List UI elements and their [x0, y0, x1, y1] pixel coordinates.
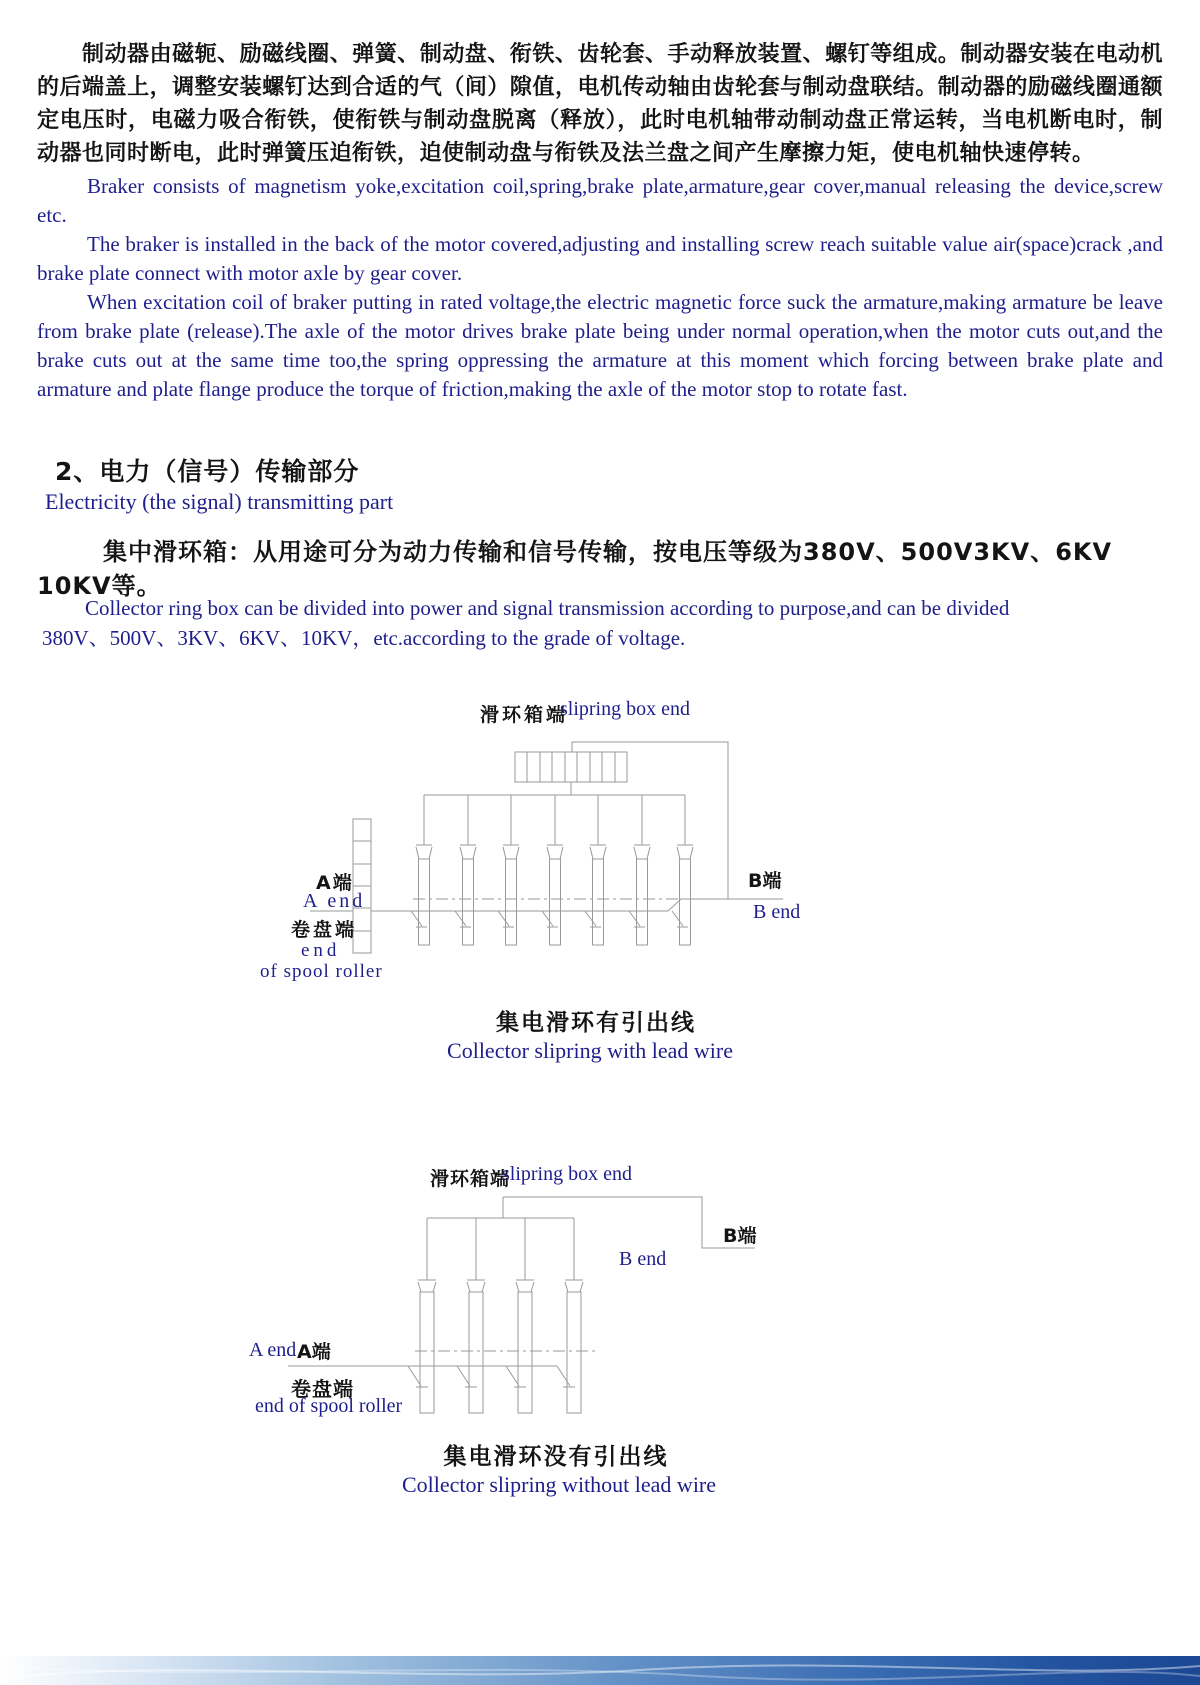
diagram2-b-end-label-zh: B端	[723, 1225, 757, 1247]
footer-decoration-bar	[0, 1656, 1200, 1685]
slipring-brushes	[416, 845, 693, 945]
diagram1-slipring-box-end-label-zh: 滑环箱端	[480, 704, 569, 726]
footer-wave-graphic	[0, 1656, 1200, 1685]
diagram1-b-end-label-en: B end	[753, 901, 801, 923]
diagram1-slipring-box-end-label-en: slipring box end	[560, 698, 690, 720]
diagram1-caption-en: Collector slipring with lead wire	[447, 1038, 733, 1063]
diagram2-spool-end-label-en: end of spool roller	[255, 1395, 403, 1417]
diagram2-slipring-box-end-label-zh: 滑环箱端	[430, 1168, 511, 1190]
collector-slipring-with-lead-wire-diagram	[260, 690, 810, 1000]
diagram1-a-end-label-zh: A端	[316, 872, 354, 894]
diagram1-caption-zh: 集电滑环有引出线	[496, 1010, 696, 1036]
section2-paragraph-zh-line1: 集中滑环箱：从用途可分为动力传输和信号传输，按电压等级为380V、500V3KV、6KV	[103, 538, 1113, 566]
diagram1-spool-end-label-en-line1: end	[301, 940, 341, 961]
diagram2-caption-zh: 集电滑环没有引出线	[443, 1444, 669, 1470]
diagram2-slipring-box-end-label-en: slipring box end	[502, 1163, 632, 1185]
intro-paragraph-en-2: The braker is installed in the back of the motor covered,adjusting and installing screw reach suitable value air(space)crack ,and brake plate connect with motor axle by gear cover.	[37, 232, 1163, 285]
diagram1-spool-end-label-zh: 卷盘端	[291, 919, 358, 941]
diagram1-b-end-label-zh: B端	[748, 870, 782, 892]
section2-paragraph-en-line1: Collector ring box can be divided into power and signal transmission according to purpose,and can be divided	[85, 596, 1010, 620]
intro-paragraph-zh: 制动器由磁轭、励磁线圈、弹簧、制动盘、衔铁、齿轮套、手动释放装置、螺钉等组成。制动器安装在电动机的后端盖上，调整安装螺钉达到合适的气（间）隙值，电机传动轴由齿轮套与制动盘联结。制动器的励磁线圈通额定电压时，电磁力吸合衔铁，使衔铁与制动盘脱离（释放），此时电机轴带动制动盘正常运转，当电机断电时，制动器也同时断电，此时弹簧压迫衔铁，迫使制动盘与衔铁及法兰盘之间产生摩擦力矩，使电机轴快速停转。	[37, 42, 1163, 166]
section-heading-zh: 2、电力（信号）传输部分	[55, 457, 360, 486]
intro-paragraph-en-3: When excitation coil of braker putting in rated voltage,the electric magnetic force suck the armature,making armature be leave from brake plate (release).The axle of the motor drives brake plate being under normal operation,when the motor cuts out,and the brake cuts out at the same time too,the spring oppressing the armature at this moment which forcing between brake plate and armature and plate flange produce the torque of friction,making the axle of the motor stop to rotate fast.	[37, 290, 1163, 401]
section2-paragraph-en-line2: 380V、500V、3KV、6KV、10KV，etc.according to the grade of voltage.	[42, 626, 686, 650]
b-end-wire	[503, 1197, 755, 1248]
section2-paragraph-zh-line2: 10KV等。	[37, 572, 162, 600]
diagram1-spool-end-label-en-line2: of spool roller	[260, 961, 383, 982]
diagram2-spool-end-label-zh: 卷盘端	[291, 1377, 354, 1401]
diagram2-a-end-label-zh: A端	[297, 1341, 331, 1363]
diagram2-b-end-label-en: B end	[619, 1248, 667, 1270]
diagram2-a-end-label-en: A end	[249, 1339, 297, 1361]
slipring-brushes	[418, 1280, 583, 1413]
section-heading-en: Electricity (the signal) transmitting part	[45, 489, 394, 514]
diagram2-caption-en: Collector slipring without lead wire	[401, 1472, 717, 1497]
terminal-comb-box	[515, 752, 627, 782]
brush-hooks	[408, 1366, 575, 1387]
intro-paragraph-en-1: Braker consists of magnetism yoke,excitation coil,spring,brake plate,armature,gear cover,manual releasing the device,screw etc.	[37, 174, 1163, 227]
diagram1-a-end-label-en: A end	[303, 890, 366, 912]
